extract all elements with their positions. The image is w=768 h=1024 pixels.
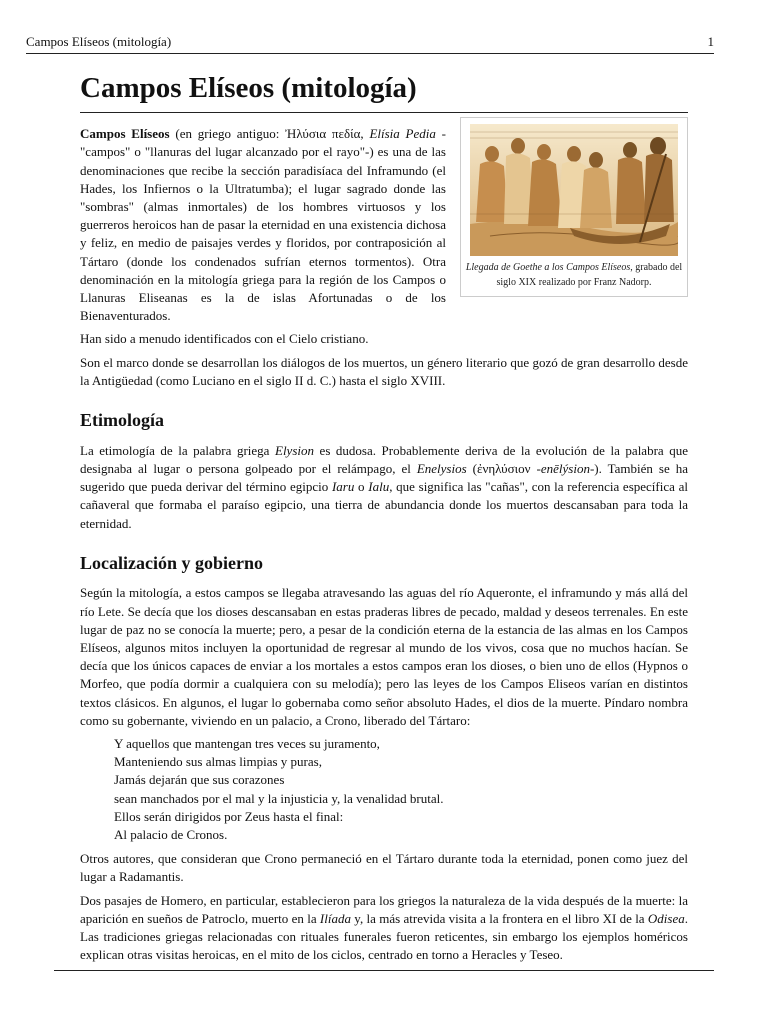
homero-paragraph [80,892,688,965]
article [80,70,688,969]
poem-line: Manteniendo sus almas limpias y puras, [114,754,322,770]
pindaro-poem [114,735,688,844]
intro-term: Campos Elíseos [80,126,170,142]
etimologia-paragraph [80,442,688,533]
figure-box [460,117,688,297]
etim-text-6: , que significa las "cañas", con la referencia específica al cañaveral que formaba el paraíso egipcio, una tierra de abundancia donde los muertos descansaban para toda la eternidad. [80,479,688,531]
etim-term-2: Enelysios [416,460,467,476]
etim-text-5: o [354,479,369,495]
homero-text-2: y, la más atrevida visita a la frontera en el libro XI de la [350,910,648,926]
etim-text-2: es dudosa. Probablemente deriva de la evolución de la palabra que designaba al lugar o persona golpeado por el relámpago, el [80,442,688,476]
etim-term-1: Elysion [275,442,314,458]
intro-translit: Elísia Pedia [369,126,436,142]
iliada-title: Ilíada [319,910,351,926]
intro-text-2: , [360,126,370,142]
homero-text-3: . Las tradiciones griegas relacionadas con rituales funerales fueron reticentes, sin embargo los ejemplos homéricos explican otras visitas heroicas, en el mito de los ciclos, centrado en torno a Heracles y Teseo. [80,910,688,963]
poem-line: Y aquellos que mantengan tres veces su juramento, [114,735,380,751]
intro-greek: Ἠλύσια πεδία [285,126,361,142]
poem-line: Jamás dejarán que sus corazones [114,772,285,788]
intro-text-3: -"campos" o "llanuras del lugar alcanzado por el rayo"-) es una de las denominaciones que recibe la sección paradisíaca del Inframundo (el Hades, los Infiernos o la Ultratumba); el lugar sagrado donde las "sombras" (almas inmortales) de los hombres virtuosos y los guerreros heroicos han de pasar la eternidad en una existencia dichosa y feliz, en medio de paisajes verdes y floridos, por contraposición al Tártaro (donde los condenados sufrían eternos tormentos). Otra denominación en la mitología griega para la región de los Campos o Llanuras Eliseanas es la de islas Afortunadas o de los Bienaventurados. [80,126,447,324]
etim-term-5: Ialu [368,479,390,495]
localizacion-paragraph: Según la mitología, a estos campos se llegaba atravesando las aguas del río Aqueronte, el inframundo y más allá del río Lete. Se decía que los dioses descansaban en estas praderas libres de pecado, maldad y deseos terrenales. En este lugar de paz no se conocía la muerte; pero, a pesar de la condición eterna de la estancia de las almas en los Campos Elíseos, algunos mitos incluyen la oportunidad de regresar al mundo de los vivos, cosa que no muchos hacían. Se decía que los únicos capaces de enviar a los mortales a estos campos eran los dioses, o bien uno de ellos (Hypnos o Morfeo, que podía dormir a cualquiera con su melodía); pero las leyes de los Campos Eliseos varían en distintos textos clásicos. En algunos, el lugar lo gobernaba como señor absoluto Hades, el dios de la muerte. Píndaro nombra como su gobernante, viviendo en un palacio, a Crono, liberado del Tártaro: [80,585,688,728]
radamantis-paragraph: Otros autores, que consideran que Crono permaneció en el Tártaro durante toda la eternidad, ponen como juez del lugar a Radamantis. [80,851,688,885]
running-header [26,34,714,54]
running-title: Campos Elíseos (mitología) [26,34,172,49]
poem-line: sean manchados por el mal y la injusticia y, la venalidad brutal. [114,790,444,806]
etim-term-4: Iaru [331,479,355,495]
etim-term-3: -enēlýsion- [536,460,595,476]
footer-rule [54,970,714,971]
cielo-paragraph: Han sido a menudo identificados con el Cielo cristiano. [80,331,369,347]
poem-line: Al palacio de Cronos. [114,826,228,842]
caption-text: , grabado del siglo XIX realizado por Franz Nadorp. [496,262,683,289]
etim-text-3: (ἐνηλύσιον [466,460,537,476]
intro-text-1: (en griego antiguo: [169,126,286,142]
etimologia-heading: Etimología [80,410,164,431]
page-title: Campos Elíseos (mitología) [80,70,688,113]
dialogos-paragraph: Son el marco donde se desarrollan los diálogos de los muertos, un género literario que gozó de gran desarrollo desde la Antigüedad (como Luciano en el siglo II d. C.) hasta el siglo XVIII. [80,354,688,388]
engraving-image [470,124,678,256]
etim-text-4: ). También se ha sugerido que pueda derivar del término egipcio [80,460,689,495]
figure-caption [465,260,683,290]
page-number: 1 [707,34,714,49]
caption-title: Llegada de Goethe a los Campos Elíseos [465,262,631,274]
homero-text-1: Dos pasajes de Homero, en particular, establecieron para los griegos la naturaleza de la vida después de la muerte: la aparición en sueños de Patroclo, muerto en la [80,892,688,926]
etim-text-1: La etimología de la palabra griega [80,442,275,458]
odisea-title: Odisea [647,910,685,926]
poem-line: Ellos serán dirigidos por Zeus hasta el final: [114,808,344,824]
localizacion-heading: Localización y gobierno [80,552,263,573]
